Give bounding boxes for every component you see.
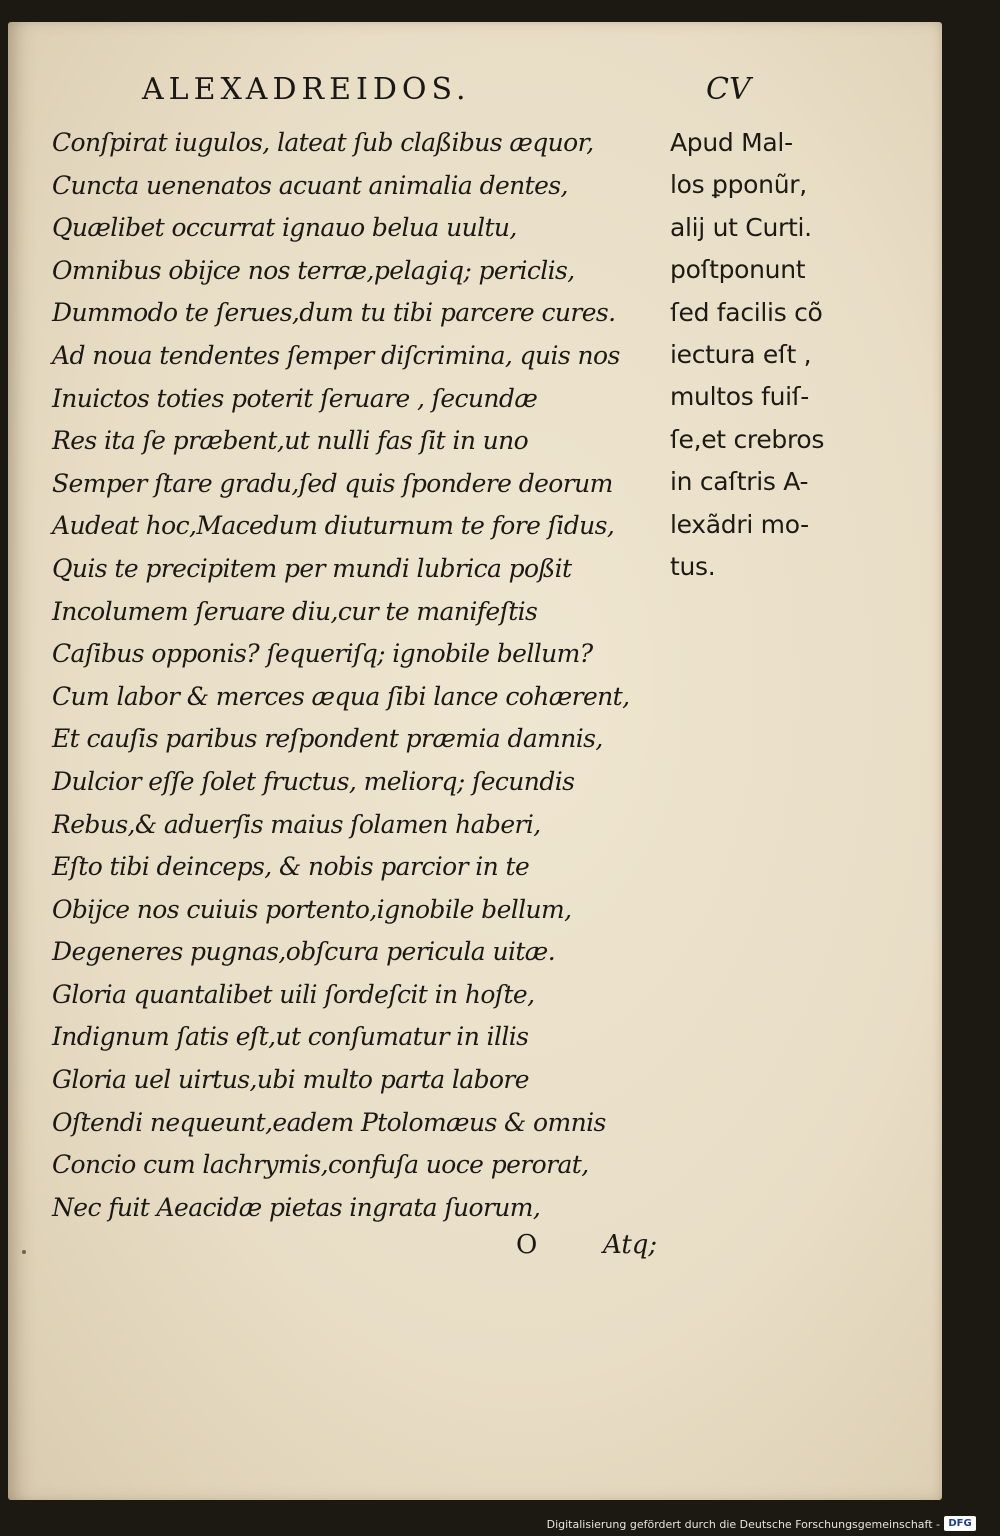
verse-line: Dulcior eſſe ſolet fructus, meliorq; ſecundis [52,766,575,796]
verse-line: Res ita ſe præbent,ut nulli fas ſit in uno [52,426,529,456]
digitization-credit: Digitalisierung gefördert durch die Deutsche Forschungsgemeinschaft - [546,1518,940,1531]
gloss-line: in caſtris A- [670,467,809,497]
verse-line: Rebus,& aduerſis maius ſolamen haberi, [52,809,541,839]
signature-mark: O [516,1230,538,1260]
verse-line: Inuictos toties poterit ſeruare , ſecundæ [52,383,538,413]
verse-line: Degeneres pugnas,obſcura pericula uitæ. [52,937,556,967]
verse-line: Cuncta uenenatos acuant animalia dentes, [52,170,568,200]
running-head: ALEXADREIDOS. [142,72,471,107]
verse-line: Nec fuit Aeacidæ pietas ingrata ſuorum, [52,1192,541,1222]
dfg-logo: DFG [944,1516,976,1531]
gloss-line: Apud Mal- [670,128,793,157]
verse-line: Gloria quantalibet uili ſordeſcit in hoſte, [52,979,535,1009]
verse-line: Audeat hoc,Macedum diuturnum te fore ſidus, [52,511,615,541]
verse-line: Indignum ſatis eſt,ut conſumatur in illis [52,1022,529,1052]
verse-line: Gloria uel uirtus,ubi multo parta labore [52,1065,529,1095]
verse-line: Quis te precipitem per mundi lubrica poßit [52,553,572,583]
verse-line: Omnibus obijce nos terræ,pelagiq; periclis, [52,255,575,285]
folio-number: CV [706,72,751,107]
verse-line: Ad noua tendentes ſemper diſcrimina, quis nos [52,340,620,370]
verse-line: Semper ſtare gradu,ſed quis ſpondere deorum [52,468,613,498]
verse-line: Incolumem ſeruare diu,cur te manifeſtis [52,596,538,626]
gloss-line: multos fuiſ- [670,382,810,412]
verse-line: Conſpirat iugulos, lateat ſub claßibus æquor, [52,128,594,157]
verse-line: Caſibus opponis? ſequeriſq; ignobile bellum? [52,639,593,669]
gloss-line: iectura eſt , [670,339,812,369]
verse-line: Dummodo te ſerues,dum tu tibi parcere cures. [52,298,616,328]
verse-line: Cum labor & merces æqua ſibi lance cohærent, [52,681,630,711]
gloss-line: los ꝑponũr, [670,170,807,200]
gloss-line: ſe,et crebros [670,424,825,454]
paper-speck [22,1250,26,1254]
gloss-line: tus. [670,551,716,581]
verse-text-block [52,122,672,1229]
verse-line: Quælibet occurrat ignauo belua uultu, [52,213,517,243]
verse-line: Oſtendi nequeunt,eadem Ptolomæus & omnis [52,1107,606,1137]
gloss-line: lexãdri mo- [670,509,809,539]
gloss-line: poſtponunt [670,255,806,285]
catchword: Atq; [603,1230,658,1260]
marginal-gloss [670,122,870,588]
verse-line: Eſto tibi deinceps, & nobis parcior in te [52,852,530,882]
gloss-line: ſed facilis cõ [670,297,823,327]
gloss-line: alij ut Curti. [670,212,812,242]
verse-line: Concio cum lachrymis,confuſa uoce perorat, [52,1150,589,1180]
verse-line: Obijce nos cuiuis portento,ignobile bellum, [52,894,572,924]
verse-line: Et cauſis paribus reſpondent præmia damnis, [52,724,603,754]
